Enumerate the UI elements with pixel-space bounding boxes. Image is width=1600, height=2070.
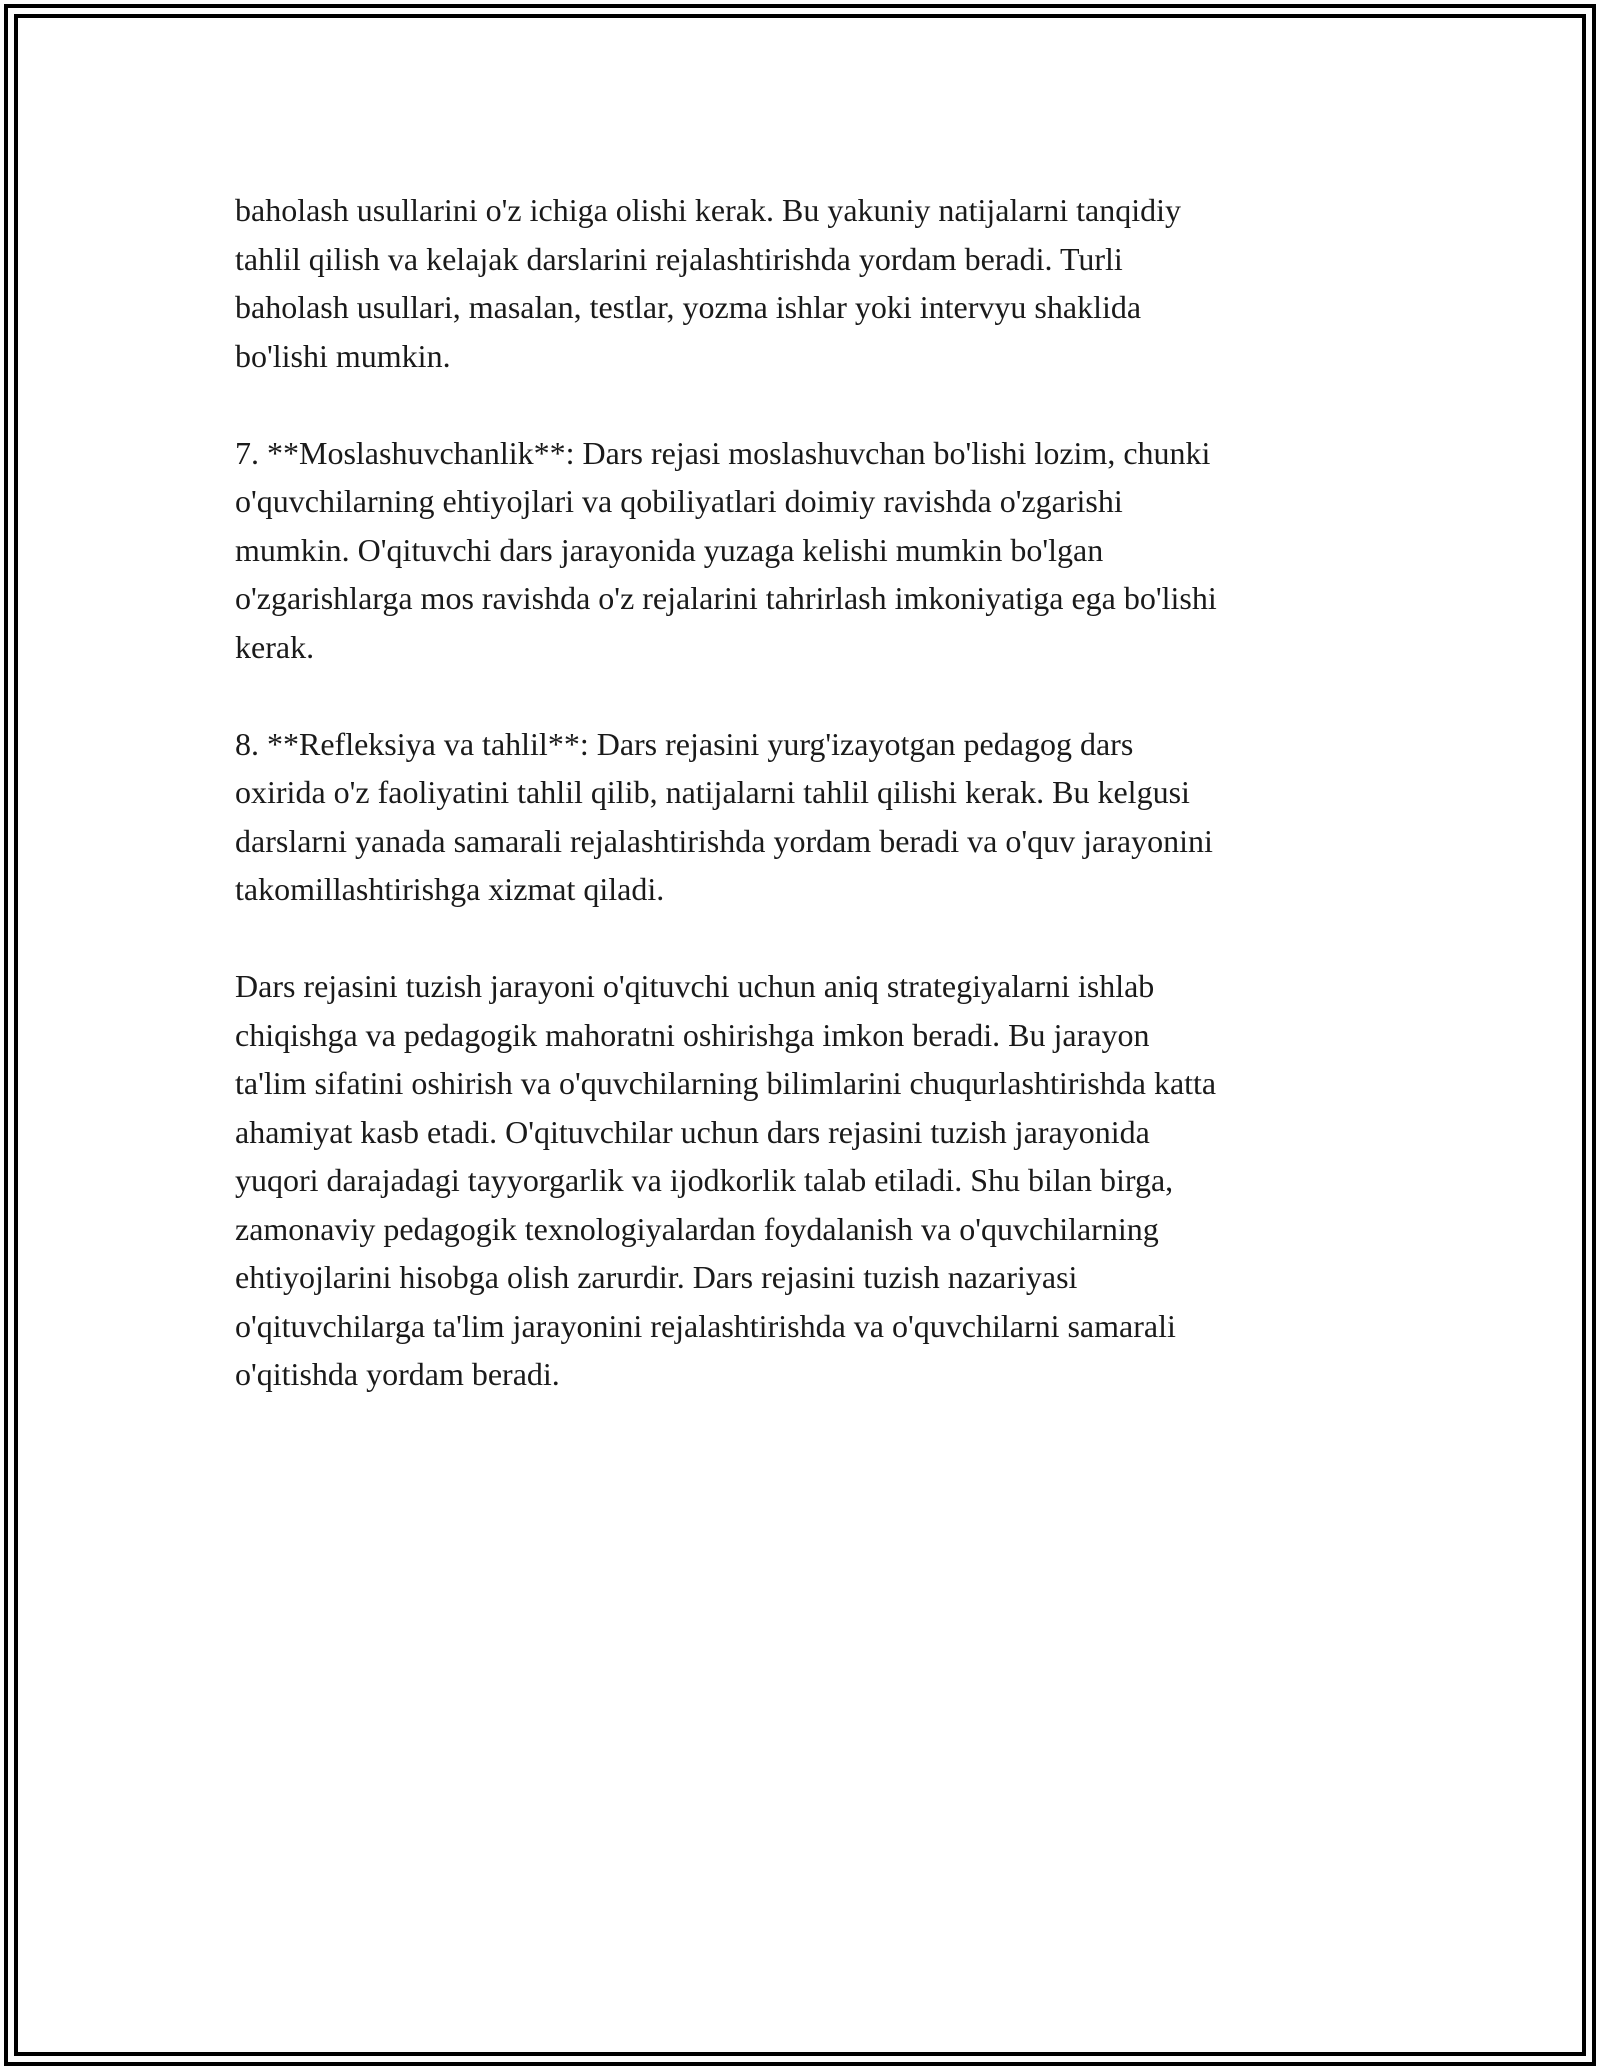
text-line: 7. **Moslashuvchanlik**: Dars rejasi moslashuvchan bo'lishi lozim, chunki — [235, 434, 1211, 471]
text-line: bo'lishi mumkin. — [235, 337, 451, 374]
text-line: ahamiyat kasb etadi. O'qituvchilar uchun dars rejasini tuzish jarayonida — [235, 1113, 1150, 1150]
paragraph-spacer — [235, 380, 1385, 429]
paragraph-item-8-reflection — [235, 720, 1385, 914]
text-line: kerak. — [235, 628, 315, 665]
text-line: o'qitishda yordam beradi. — [235, 1356, 560, 1392]
text-line: baholash usullarini o'z ichiga olishi kerak. Bu yakuniy natijalarni tanqidiy — [235, 192, 1181, 228]
document-body — [235, 186, 1385, 1399]
text-line: o'qituvchilarga ta'lim jarayonini rejalashtirishda va o'quvchilarni samarali — [235, 1307, 1176, 1344]
text-line: 8. **Refleksiya va tahlil**: Dars rejasini yurg'izayotgan pedagog dars — [235, 725, 1134, 762]
text-line: chiqishga va pedagogik mahoratni oshirishga imkon beradi. Bu jarayon — [235, 1016, 1150, 1053]
text-line: ehtiyojlarini hisobga olish zarurdir. Dars rejasini tuzish nazariyasi — [235, 1259, 1078, 1295]
text-line: o'zgarishlarga mos ravishda o'z rejalarini tahrirlash imkoniyatiga ega bo'lishi — [235, 580, 1217, 616]
text-line: zamonaviy pedagogik texnologiyalardan foydalanish va o'quvchilarning — [235, 1210, 1159, 1247]
text-line: mumkin. O'qituvchi dars jarayonida yuzaga kelishi mumkin bo'lgan — [235, 531, 1104, 568]
text-line: oxirida o'z faoliyatini tahlil qilib, natijalarni tahlil qilishi kerak. Bu kelgusi — [235, 774, 1190, 810]
text-line: baholash usullari, masalan, testlar, yozma ishlar yoki intervyu shaklida — [235, 289, 1142, 325]
paragraph-spacer — [235, 914, 1385, 963]
text-line: yuqori darajadagi tayyorgarlik va ijodkorlik talab etiladi. Shu bilan birga, — [235, 1162, 1174, 1198]
paragraph-assessment — [235, 186, 1385, 380]
text-line: ta'lim sifatini oshirish va o'quvchilarning bilimlarini chuqurlashtirishda katta — [235, 1065, 1217, 1101]
paragraph-item-7-flexibility — [235, 429, 1385, 672]
text-line: tahlil qilish va kelajak darslarini rejalashtirishda yordam beradi. Turli — [235, 240, 1123, 277]
paragraph-conclusion — [235, 962, 1385, 1399]
text-line: darslarni yanada samarali rejalashtirishda yordam beradi va o'quv jarayonini — [235, 822, 1213, 859]
text-line: Dars rejasini tuzish jarayoni o'qituvchi uchun aniq strategiyalarni ishlab — [235, 968, 1155, 1004]
text-line: takomillashtirishga xizmat qiladi. — [235, 871, 665, 907]
text-line: o'quvchilarning ehtiyojlari va qobiliyatlari doimiy ravishda o'zgarishi — [235, 483, 1123, 519]
paragraph-spacer — [235, 671, 1385, 720]
